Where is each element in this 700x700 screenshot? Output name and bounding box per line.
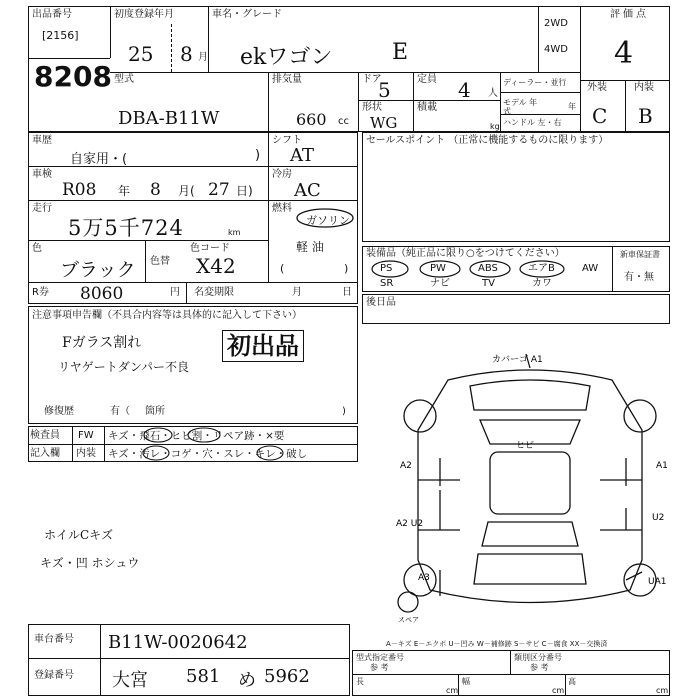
ac-label: 冷房 [272, 169, 292, 180]
first-reg-label: 初度登録年月 [114, 9, 174, 20]
selling-points-label: セールスポイント （正常に機能するものに限ります） [366, 135, 609, 146]
handle-label: ハンドル 左・右 [503, 118, 562, 127]
exterior-grade: C [592, 104, 608, 128]
height-cm: cm [656, 686, 669, 695]
doors: 5 [378, 78, 391, 102]
inspection-label: 車検 [32, 169, 52, 180]
width-cm: cm [552, 686, 565, 695]
equip-aw: AW [582, 263, 599, 274]
lot-number: 8208 [34, 60, 112, 93]
exterior-label: 外装 [587, 82, 607, 93]
repair-label: 修復歴 [44, 406, 74, 417]
warranty-label: 新車保証書 [620, 250, 660, 259]
capacity: 4 [458, 78, 471, 102]
recycle-label: R券 [32, 287, 49, 298]
repair-value: 有（ [110, 406, 130, 417]
recycle: 8060 [80, 284, 124, 304]
doors-label: ドア [362, 74, 382, 85]
km-unit: km [228, 228, 241, 237]
mark-label-7: A3 [418, 573, 430, 583]
afterfit-label: 後日品 [366, 297, 396, 308]
repair-close: ) [342, 406, 346, 417]
shift-label: シフト [272, 135, 302, 146]
equip-tv: TV [482, 278, 495, 289]
dealer-label: ディーラー・並行 [503, 78, 567, 87]
legend: A－キズ E－エクボ U－凹み W－補修跡 S－サビ C－腐食 XX－交換済 [386, 640, 608, 648]
first-reg-month: 8 [180, 42, 193, 66]
reg-number: 5962 [264, 666, 310, 687]
width-label: 幅 [462, 677, 470, 686]
mark-label-3: A2 [400, 461, 412, 471]
reg-label: 登録番号 [34, 670, 74, 681]
displacement-label: 排気量 [272, 74, 302, 85]
inspection-day-unit: 日) [236, 184, 253, 198]
mark-label-4: A1 [656, 461, 668, 471]
drive-4wd: 4WD [544, 44, 568, 55]
capacity-label: 定員 [417, 74, 437, 85]
equip-navi: ナビ [430, 278, 450, 289]
fuel-gasoline: ガソリン [306, 214, 350, 227]
equipment-circles [368, 258, 578, 280]
equipment-label: 装備品（純正品に限り○をつけてください） [366, 248, 565, 259]
color-label: 色 [32, 243, 42, 254]
interior-items: キズ・汚レ・コゲ・穴・スレ・キレ・破し [108, 448, 308, 460]
reg-class: 581 [186, 666, 221, 687]
chassis: B11W-0020642 [108, 632, 248, 653]
inspection-day: 27 [208, 180, 230, 200]
note-line-1: Fガラス割れ [62, 335, 142, 351]
deadline-day: 日 [342, 287, 352, 298]
chassis-label: 車台番号 [34, 634, 74, 645]
reg-kana: め [238, 670, 256, 691]
hand-note-1: ホイルCキズ [44, 528, 113, 542]
cc-unit: cc [338, 116, 349, 127]
color: ブラック [60, 259, 136, 281]
equip-abs: ABS [478, 263, 498, 274]
shape: WG [370, 114, 398, 132]
displacement: 660 [296, 110, 327, 129]
reg-area: 大宮 [112, 670, 148, 691]
color-code: X42 [196, 254, 236, 278]
repair-place: 箇所 [145, 406, 165, 417]
equip-airbag: エアB [528, 263, 555, 274]
car-name-label: 車名・グレード [212, 9, 282, 20]
lot-code: [2156] [42, 29, 79, 42]
ac: AC [294, 180, 321, 201]
history-text: 自家用・( [70, 152, 128, 167]
fw-label: FW [78, 430, 94, 441]
inspection-year-unit: 年 [118, 184, 131, 198]
person-unit: 人 [488, 88, 498, 99]
yen-unit: 円 [170, 287, 180, 298]
kg-unit: kg [490, 122, 500, 131]
interior-insp-label: 内装 [76, 448, 96, 459]
fw-items: キズ・飛石・ヒビ割・リペア跡・×要 [108, 430, 285, 442]
fuel-diesel: 軽 油 [296, 240, 324, 254]
eval-label: 評価点 [610, 9, 649, 20]
car-name: ekワゴン [240, 45, 333, 70]
fuel-other: ( [280, 262, 285, 275]
inspection-month: 8 [150, 180, 161, 200]
mark-label-8: UA1 [648, 577, 667, 587]
mark-label-6: A2 U2 [396, 519, 424, 529]
fuel-label: 燃料 [272, 203, 292, 214]
hand-note-2: キズ・凹 ホシュウ [40, 556, 140, 570]
history-label: 車歴 [32, 135, 52, 146]
drive-2wd: 2WD [544, 18, 568, 29]
inspector-label: 検査員 [30, 430, 60, 441]
history-close: ) [255, 148, 261, 163]
name-deadline-label: 名変期限 [194, 287, 234, 298]
mark-label-5: U2 [652, 513, 665, 523]
grade: E [392, 40, 409, 65]
model-label: 型式 [114, 74, 134, 85]
first-listing-stamp: 初出品 [222, 330, 304, 362]
year-unit: 年 [568, 102, 576, 111]
inspection-era: R08 [62, 180, 97, 200]
mark-label-9: スペア [398, 616, 419, 624]
afterfit-box [362, 294, 670, 324]
height-label: 高 [568, 677, 576, 686]
format-sub: 参 考 [370, 663, 389, 672]
model-year-label: モデル 年式 [503, 98, 538, 116]
mileage-label: 走行 [32, 203, 52, 214]
month-unit: 月 [198, 52, 208, 63]
entry-label: 記入欄 [30, 448, 60, 459]
mark-label-1: カバーゴ A1 [492, 355, 543, 365]
equip-ps: PS [380, 263, 393, 274]
interior-grade: B [638, 104, 653, 128]
fuel-circle-icon [294, 206, 356, 230]
mileage: 5万5千724 [68, 216, 184, 240]
format-label: 型式指定番号 [356, 653, 404, 662]
interior-label: 内装 [634, 82, 654, 93]
equip-sr: SR [380, 278, 394, 289]
fuel-other-close: ) [344, 262, 349, 275]
lot-label: 出品番号 [32, 9, 72, 20]
category-sub: 参 考 [530, 663, 549, 672]
report-label: 注意事項申告欄（不具合内容等は具体的に記入して下さい） [32, 310, 302, 321]
damage-diagram [380, 340, 680, 630]
deadline-month: 月 [292, 287, 302, 298]
shift: AT [290, 145, 315, 166]
selling-points-box [362, 132, 670, 242]
equip-leather: カワ [532, 278, 552, 289]
shape-label: 形状 [362, 102, 382, 113]
length-label: 長 [356, 677, 364, 686]
inspector-circles [100, 426, 360, 462]
color-number-label: 色替 [150, 256, 170, 267]
length-cm: cm [446, 686, 459, 695]
eval-score: 4 [614, 36, 634, 71]
color-code-label: 色コード [190, 243, 230, 254]
note-line-2: リヤゲートダンパー不良 [58, 360, 190, 374]
load-label: 積載 [417, 102, 437, 113]
warranty-value: 有・無 [624, 272, 654, 283]
inspection-month-unit: 月( [178, 184, 195, 198]
equip-pw: PW [430, 263, 446, 274]
mark-label-2: ヒビ [516, 441, 535, 451]
category-label: 類別区分番号 [514, 653, 562, 662]
first-reg-year: 25 [128, 42, 154, 66]
model: DBA-B11W [118, 108, 220, 129]
